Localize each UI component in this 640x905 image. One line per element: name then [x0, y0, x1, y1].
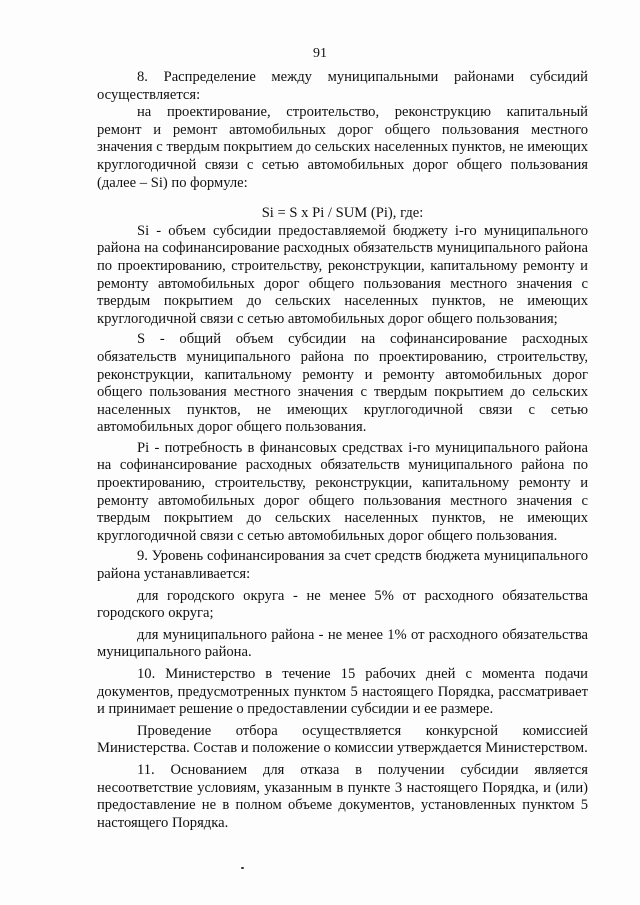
- paragraph-9-city-district: для городского округа - не менее 5% от расходного обязательства городского округа;: [97, 587, 588, 622]
- definition-si: Si - объем субсидии предоставляемой бюджету i-го муниципального района на софинансирование расходных обязательств муниципального района по проектированию, строительству, реконструкции, капитальному ремонту и ремонту автомобильных дорог общего пользования местного значения с твердым покрытием до сельских населенных пунктов, не имеющих круглогодичной связи с сетью автомобильных дорог общего пользования;: [97, 222, 588, 327]
- paragraph-9: 9. Уровень софинансирования за счет средств бюджета муниципального района устанавливается:: [97, 548, 588, 583]
- definition-pi: Pi - потребность в финансовых средствах i-го муниципального района на софинансирование расходных обязательств муниципального района по проектированию, строительству, реконструкции, капитальному ремонту и ремонту автомобильных дорог общего пользования местного значения с твердым покрытием до сельских населенных пунктов, не имеющих круглогодичной связи с сетью автомобильных дорог общего пользования.: [97, 439, 588, 544]
- page-number: 91: [313, 46, 327, 61]
- paragraph-8-purpose: на проектирование, строительство, реконструкцию капитальный ремонт и ремонт автомобильных дорог общего пользования местного значения с твердым покрытием до сельских населенных пунктов, не имеющих круглогодичной связи с сетью автомобильных дорог общего пользования (далее – Si) по формуле:: [97, 104, 588, 191]
- paragraph-8-intro: 8. Распределение между муниципальными районами субсидий осуществляется:: [97, 69, 588, 103]
- paragraph-10-commission: Проведение отбора осуществляется конкурсной комиссией Министерства. Состав и положение о комиссии утверждается Министерством.: [97, 722, 588, 757]
- formula: Si = S x Pi / SUM (Pi), где:: [261, 205, 424, 222]
- paragraph-9-municipal-district: для муниципального района - не менее 1% от расходного обязательства муниципального района.: [97, 626, 588, 661]
- paragraph-11: 11. Основанием для отказа в получении субсидии является несоответствие условиям, указанным в пункте 3 настоящего Порядка, и (или) предоставление не в полном объеме документов, установленных пунктом 5 настоящего Порядка.: [97, 761, 588, 831]
- paragraph-10: 10. Министерство в течение 15 рабочих дней с момента подачи документов, предусмотренных пунктом 5 настоящего Порядка, рассматривает и принимает решение о предоставлении субсидии и ее размере.: [97, 666, 588, 718]
- document-body: [97, 69, 588, 832]
- definition-s: S - общий объем субсидии на софинансирование расходных обязательств муниципального района по проектированию, строительству, реконструкции, капитальному ремонту и ремонту автомобильных дорог общего пользования местного значения с твердым покрытием до сельских населенных пунктов, не имеющих круглогодичной связи с сетью автомобильных дорог общего пользования.: [97, 331, 588, 436]
- scan-speck: [241, 867, 244, 869]
